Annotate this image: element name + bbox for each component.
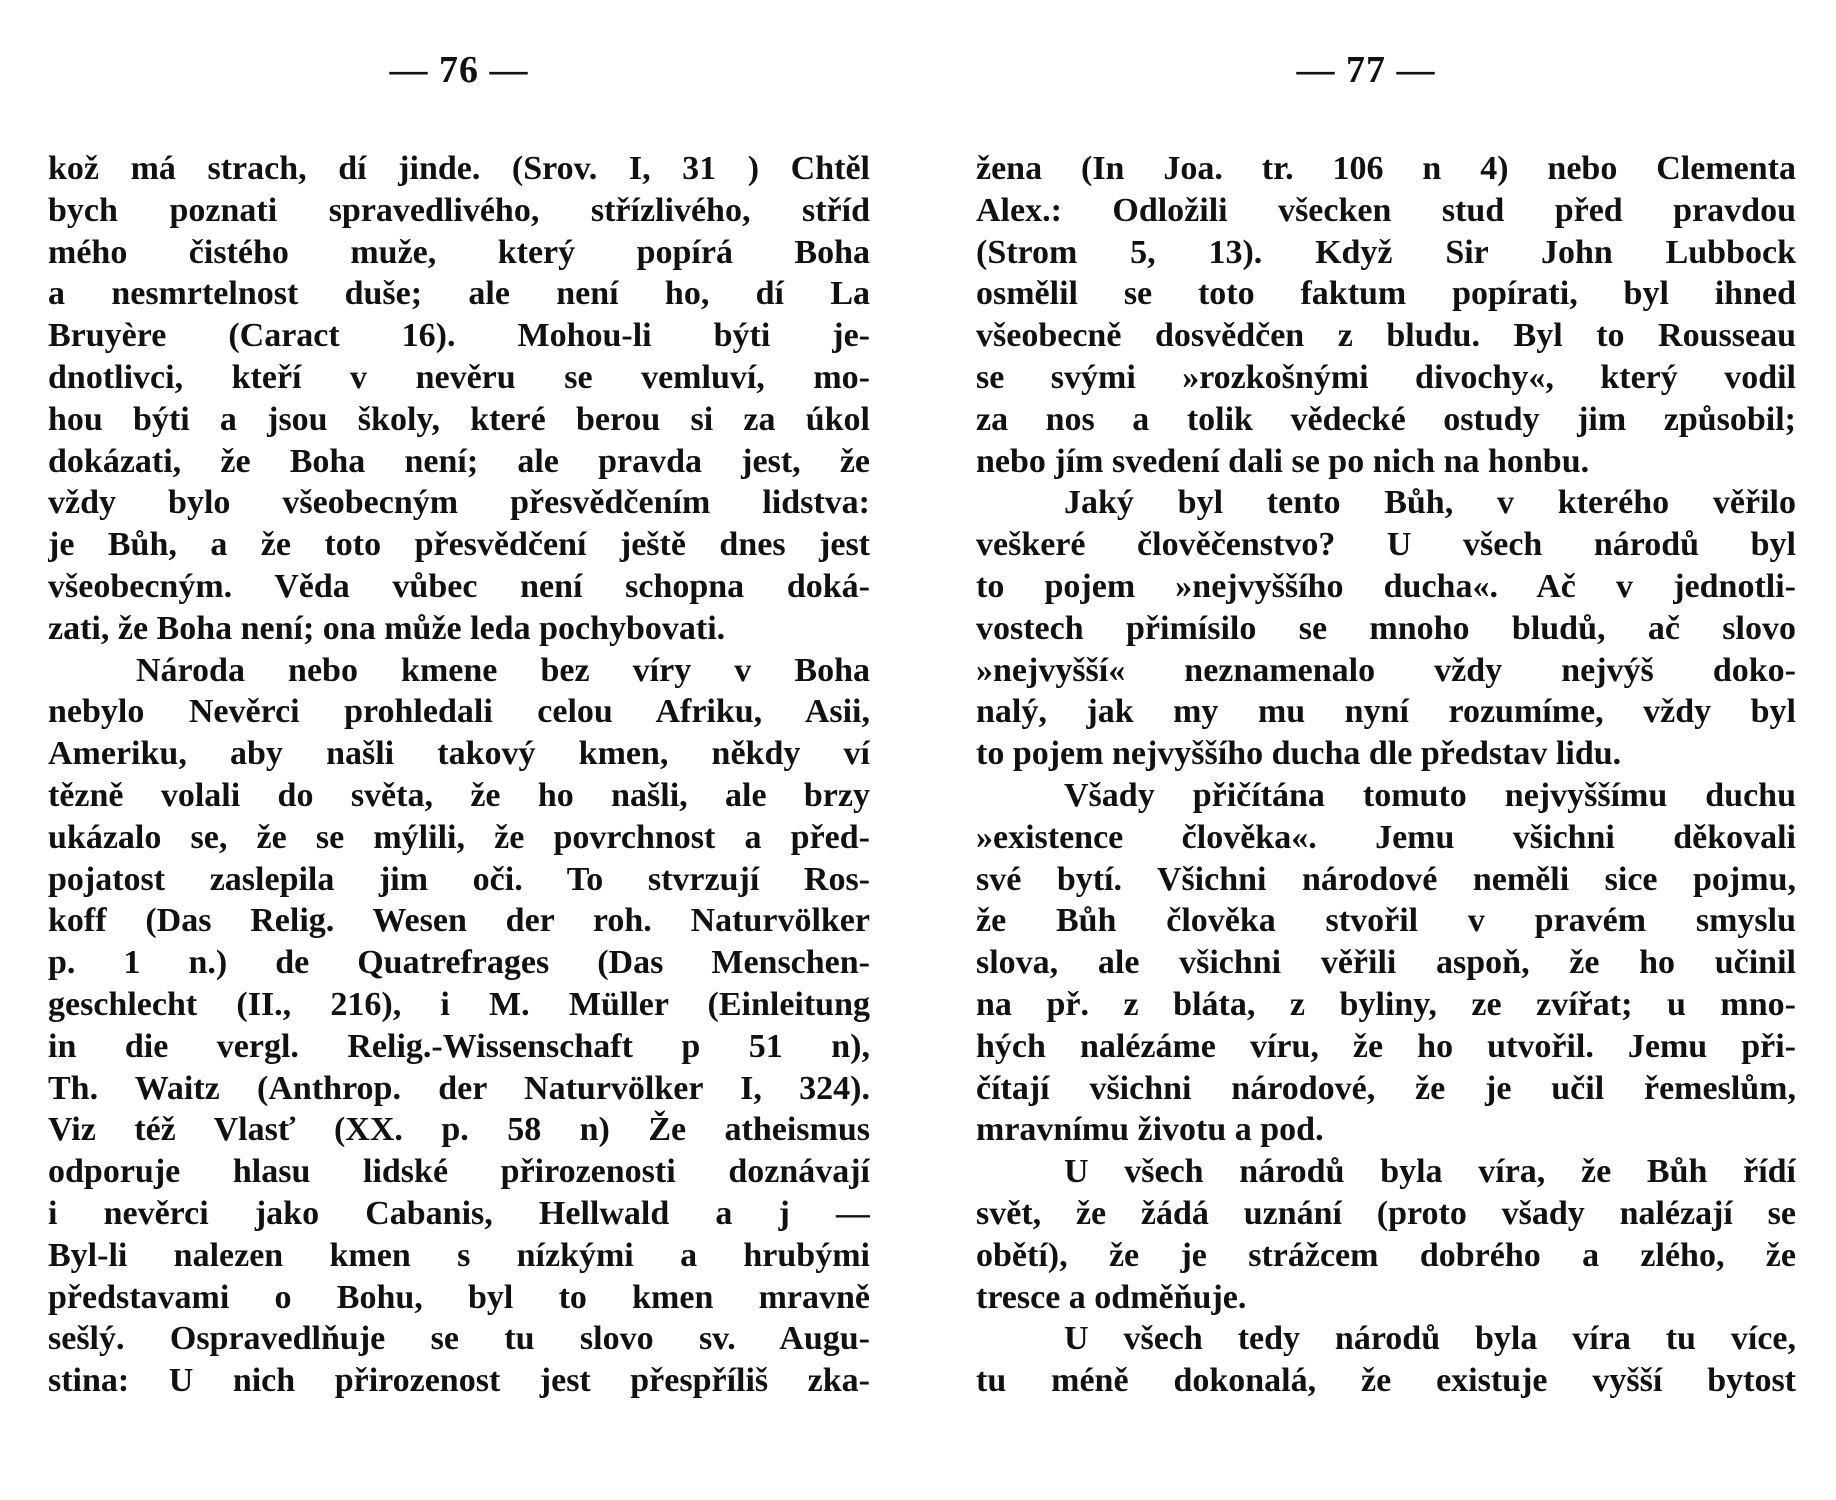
text-line: své bytí. Všichni národové neměli sice pojmu,	[976, 860, 1796, 898]
page-number: — 77 —	[1296, 49, 1436, 91]
text-line: je Bůh, a že toto přesvědčení ještě dnes jest	[48, 526, 870, 564]
text-line: žena (In Joa. tr. 106 n 4) nebo Clementa	[976, 150, 1796, 187]
text-line: odporuje hlasu lidské přirozenosti doznávají	[48, 1153, 870, 1191]
text-line: tresce a odměňuje.	[976, 1278, 1247, 1316]
text-line: tu méně dokonalá, že existuje vyšší bytost	[976, 1362, 1796, 1400]
text-line: zati, že Boha není; ona může leda pochybovati.	[48, 609, 726, 647]
text-line: mého čistého muže, který popírá Boha	[48, 233, 870, 271]
text-line: nalý, jak my mu nyní rozumíme, vždy byl	[976, 693, 1796, 731]
text-line: pojatost zaslepila jim oči. To stvrzují Ros-	[48, 860, 870, 898]
text-line: všeobecně dosvědčen z bludu. Byl to Rousseau	[976, 317, 1796, 355]
text-line: obětí), že je strážcem dobrého a zlého, že	[976, 1236, 1796, 1274]
text-line: Národa nebo kmene bez víry v Boha	[136, 651, 870, 689]
text-line: geschlecht (II., 216), i M. Müller (Einleitung	[48, 985, 870, 1023]
text-line: (Strom 5, 13). Když Sir John Lubbock	[976, 233, 1796, 271]
text-line: tězně volali do světa, že ho našli, ale brzy	[48, 776, 870, 814]
text-line: i nevěrci jako Cabanis, Hellwald a j —	[48, 1194, 870, 1232]
text-line: osmělil se toto faktum popírati, byl ihned	[976, 275, 1796, 313]
text-line: a nesmrtelnost duše; ale není ho, dí La	[48, 275, 870, 313]
text-line: Byl-li nalezen kmen s nízkými a hrubými	[48, 1236, 870, 1274]
text-line: Ameriku, aby našli takový kmen, někdy ví	[48, 735, 870, 773]
page-number: — 76 —	[389, 49, 529, 91]
text-line: Th. Waitz (Anthrop. der Naturvölker I, 324).	[48, 1069, 870, 1107]
text-line: že Bůh člověka stvořil v pravém smyslu	[976, 902, 1796, 940]
page-text	[976, 148, 1796, 1402]
text-line: Všady přičítána tomuto nejvyššímu duchu	[1064, 776, 1796, 814]
text-line: stina: U nich přirozenost jest přespříliš zka-	[48, 1362, 870, 1400]
text-line: Jaký byl tento Bůh, v kterého věřilo	[1064, 484, 1796, 522]
text-line: slova, ale všichni věřili aspoň, že ho učinil	[976, 944, 1796, 982]
text-line: svět, že žádá uznání (proto všady nalézají se	[976, 1194, 1796, 1232]
text-line: představami o Bohu, byl to kmen mravně	[48, 1278, 870, 1316]
text-line: bych poznati spravedlivého, střízlivého, stříd	[48, 191, 870, 229]
text-line: vždy bylo všeobecným přesvědčením lidstva:	[48, 484, 870, 522]
text-line: Bruyère (Caract 16). Mohou-li býti je-	[48, 317, 870, 355]
left-page	[48, 0, 870, 1500]
text-line: dnotlivci, kteří v nevěru se vemluví, mo-	[48, 358, 870, 396]
text-line: to pojem »nejvyššího ducha«. Ač v jednotli-	[976, 567, 1796, 605]
text-line: p. 1 n.) de Quatrefrages (Das Menschen-	[48, 944, 870, 982]
text-line: kož má strach, dí jinde. (Srov. I, 31 ) Chtěl	[48, 150, 870, 187]
text-line: U všech národů byla víra, že Bůh řídí	[1064, 1153, 1796, 1191]
text-line: sešlý. Ospravedlňuje se tu slovo sv. Augu-	[48, 1320, 870, 1358]
text-line: in die vergl. Relig.-Wissenschaft p 51 n),	[48, 1027, 870, 1065]
text-line: se svými »rozkošnými divochy«, který vodil	[976, 358, 1796, 396]
text-line: mravnímu životu a pod.	[976, 1111, 1324, 1149]
text-line: za nos a tolik vědecké ostudy jim způsobil;	[976, 400, 1796, 438]
text-line: Alex.: Odložili všecken stud před pravdou	[976, 191, 1796, 229]
text-line: nebylo Nevěrci prohledali celou Afriku, Asii,	[48, 693, 870, 731]
text-line: hých nalézáme víru, že ho utvořil. Jemu při-	[976, 1027, 1796, 1065]
text-line: U všech tedy národů byla víra tu více,	[1064, 1320, 1796, 1358]
text-line: Viz též Vlasť (XX. p. 58 n) Že atheismus	[48, 1111, 870, 1149]
right-page	[976, 0, 1796, 1500]
page-text	[48, 148, 870, 1402]
text-line: ukázalo se, že se mýlili, že povrchnost a před-	[48, 818, 870, 856]
text-line: »existence člověka«. Jemu všichni děkovali	[976, 818, 1796, 856]
text-line: nebo jím svedení dali se po nich na honbu.	[976, 442, 1590, 480]
text-line: dokázati, že Boha není; ale pravda jest, že	[48, 442, 870, 480]
text-line: čítají všichni národové, že je učil řemeslům,	[976, 1069, 1796, 1107]
text-line: »nejvyšší« neznamenalo vždy nejvýš doko-	[976, 651, 1796, 689]
text-line: všeobecným. Věda vůbec není schopna doká-	[48, 567, 870, 605]
text-line: koff (Das Relig. Wesen der roh. Naturvölker	[48, 902, 870, 940]
text-line: veškeré člověčenstvo? U všech národů byl	[976, 526, 1796, 564]
text-line: to pojem nejvyššího ducha dle představ lidu.	[976, 735, 1622, 773]
text-line: vostech přimísilo se mnoho bludů, ač slovo	[976, 609, 1796, 647]
text-line: na př. z bláta, z byliny, ze zvířat; u mno-	[976, 985, 1796, 1023]
text-line: hou býti a jsou školy, které berou si za úkol	[48, 400, 870, 438]
